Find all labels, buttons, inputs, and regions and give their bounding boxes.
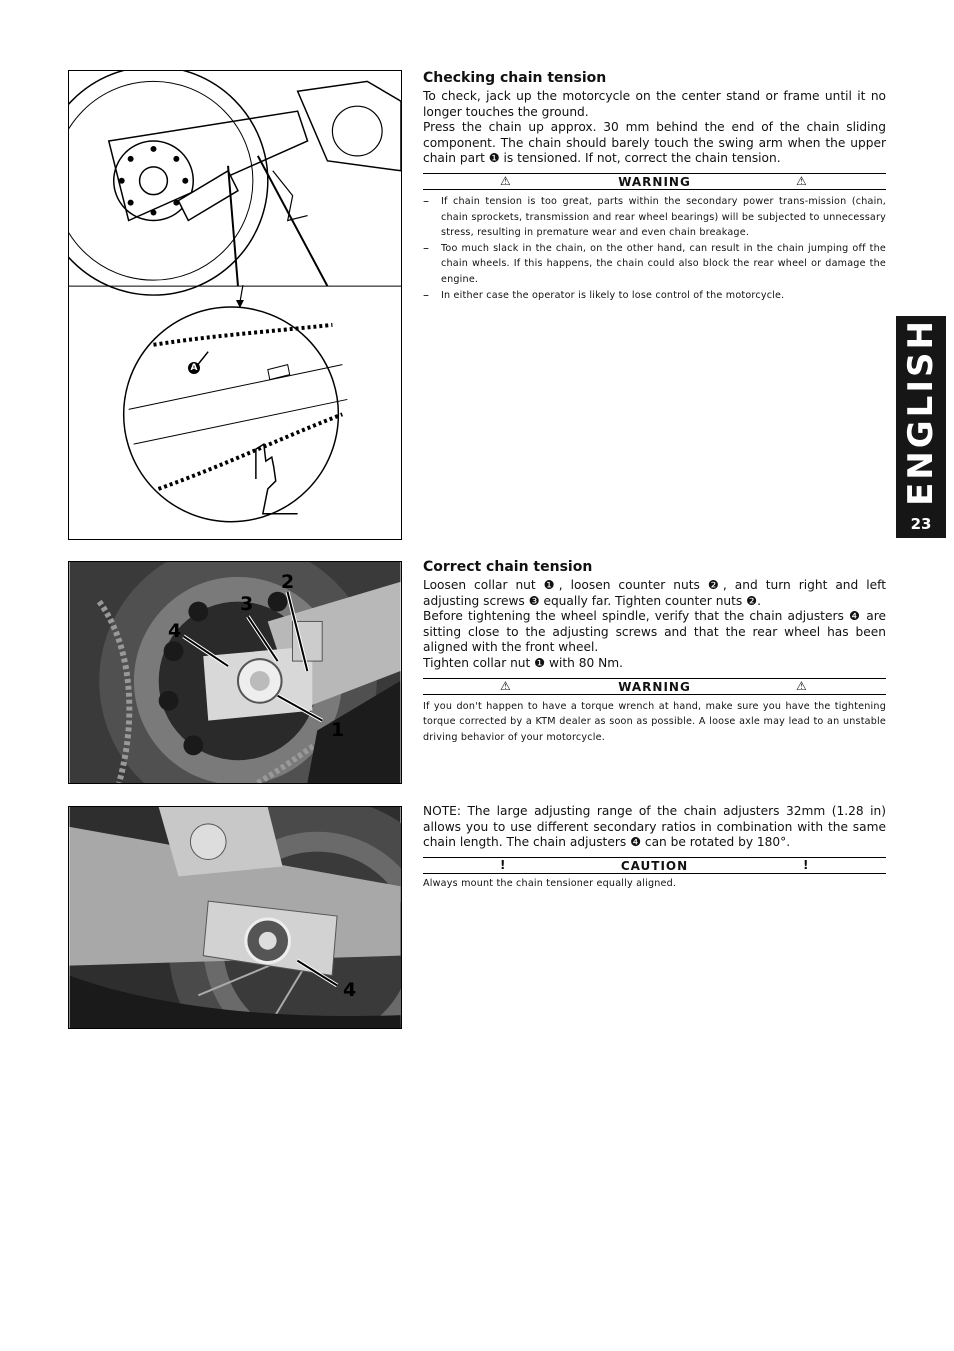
paragraph-jack-up: To check, jack up the motorcycle on the center stand or frame until it no longer touches the ground. [423,89,886,119]
chain-check-illustration [68,70,402,540]
paragraph-adjusting-range: NOTE: The large adjusting range of the chain adjusters 32mm (1.28 in) allows you to use different secondary ratios in combination with the same chain length. The chain adjusters ❹ can be rotated by 180°. [423,804,886,850]
exclamation-icon: ! [803,857,809,872]
section-adjusting-range-note [423,804,886,891]
warning-torque-text: If you don't happen to have a torque wrench at hand, make sure you have the tightening torque corrected by a KTM dealer as soon as possible. A loose axle may lead to an unstable driving behavior of your motorcycle. [423,700,886,743]
page-number: 23 [910,515,932,533]
callout-2: 2 [281,571,295,593]
paragraph-tighten-collar-nut: Tighten collar nut ❶ with 80 Nm. [423,655,623,670]
warning-label: WARNING [618,679,691,694]
chain-adjuster-rotated-photo [68,806,402,1029]
warning-icon: ⚠ [796,678,807,693]
exclamation-icon: ! [500,857,506,872]
caution-bar [423,857,886,874]
figure-label-a: A [188,362,200,374]
heading-correct-chain-tension: Correct chain tension [423,559,593,575]
chain-check-drawing [69,71,401,539]
warning-icon: ⚠ [796,173,807,188]
caution-text: Always mount the chain tensioner equally aligned. [423,877,677,889]
callout-1: 1 [331,719,345,741]
warning-bar [423,678,886,695]
callout-4: 4 [343,979,357,1001]
warning-icon: ⚠ [500,173,511,188]
warning-item: – If chain tension is too great, parts within the secondary power trans-mission (chain, chain sprockets, transmission and rear wheel bearings) will be subjected to unnecessary stress, resulting in premature wear and even chain breakage. [423,193,886,239]
warning-item: – In either case the operator is likely to lose control of the motorcycle. [423,287,785,302]
section-checking-chain-tension [423,70,886,303]
chain-adjuster-photo [68,561,402,784]
warning-item: – Too much slack in the chain, on the other hand, can result in the chain jumping off the chain wheels. If this happens, the chain could also block the rear wheel or damage the engine. [423,240,886,285]
warning-bar [423,173,886,190]
language-label: ENGLISH [901,318,941,506]
language-side-tab [896,316,946,538]
paragraph-loosen-collar-nut: Loosen collar nut ❶, loosen counter nuts ❷, and turn right and left adjusting screws ❸ equally far. Tighten counter nuts ❷. [423,578,886,608]
warning-icon: ⚠ [500,678,511,693]
section-correct-chain-tension [423,559,886,745]
paragraph-verify-adjusters: Before tightening the wheel spindle, verify that the chain adjusters ❹ are sitting close to the adjusting screws and that the rear wheel has been aligned with the front wheel. [423,609,886,655]
callout-4: 4 [168,620,182,642]
caution-label: CAUTION [620,858,689,873]
paragraph-press-chain: Press the chain up approx. 30 mm behind the end of the chain sliding component. The chain should barely touch the swing arm when the upper chain part ❶ is tensioned. If not, correct the chain tension. [423,120,886,166]
chain-adjuster-photo-drawing [69,562,401,783]
warning-label: WARNING [618,174,691,189]
callout-3: 3 [240,593,254,615]
heading-checking-chain-tension: Checking chain tension [423,70,607,86]
